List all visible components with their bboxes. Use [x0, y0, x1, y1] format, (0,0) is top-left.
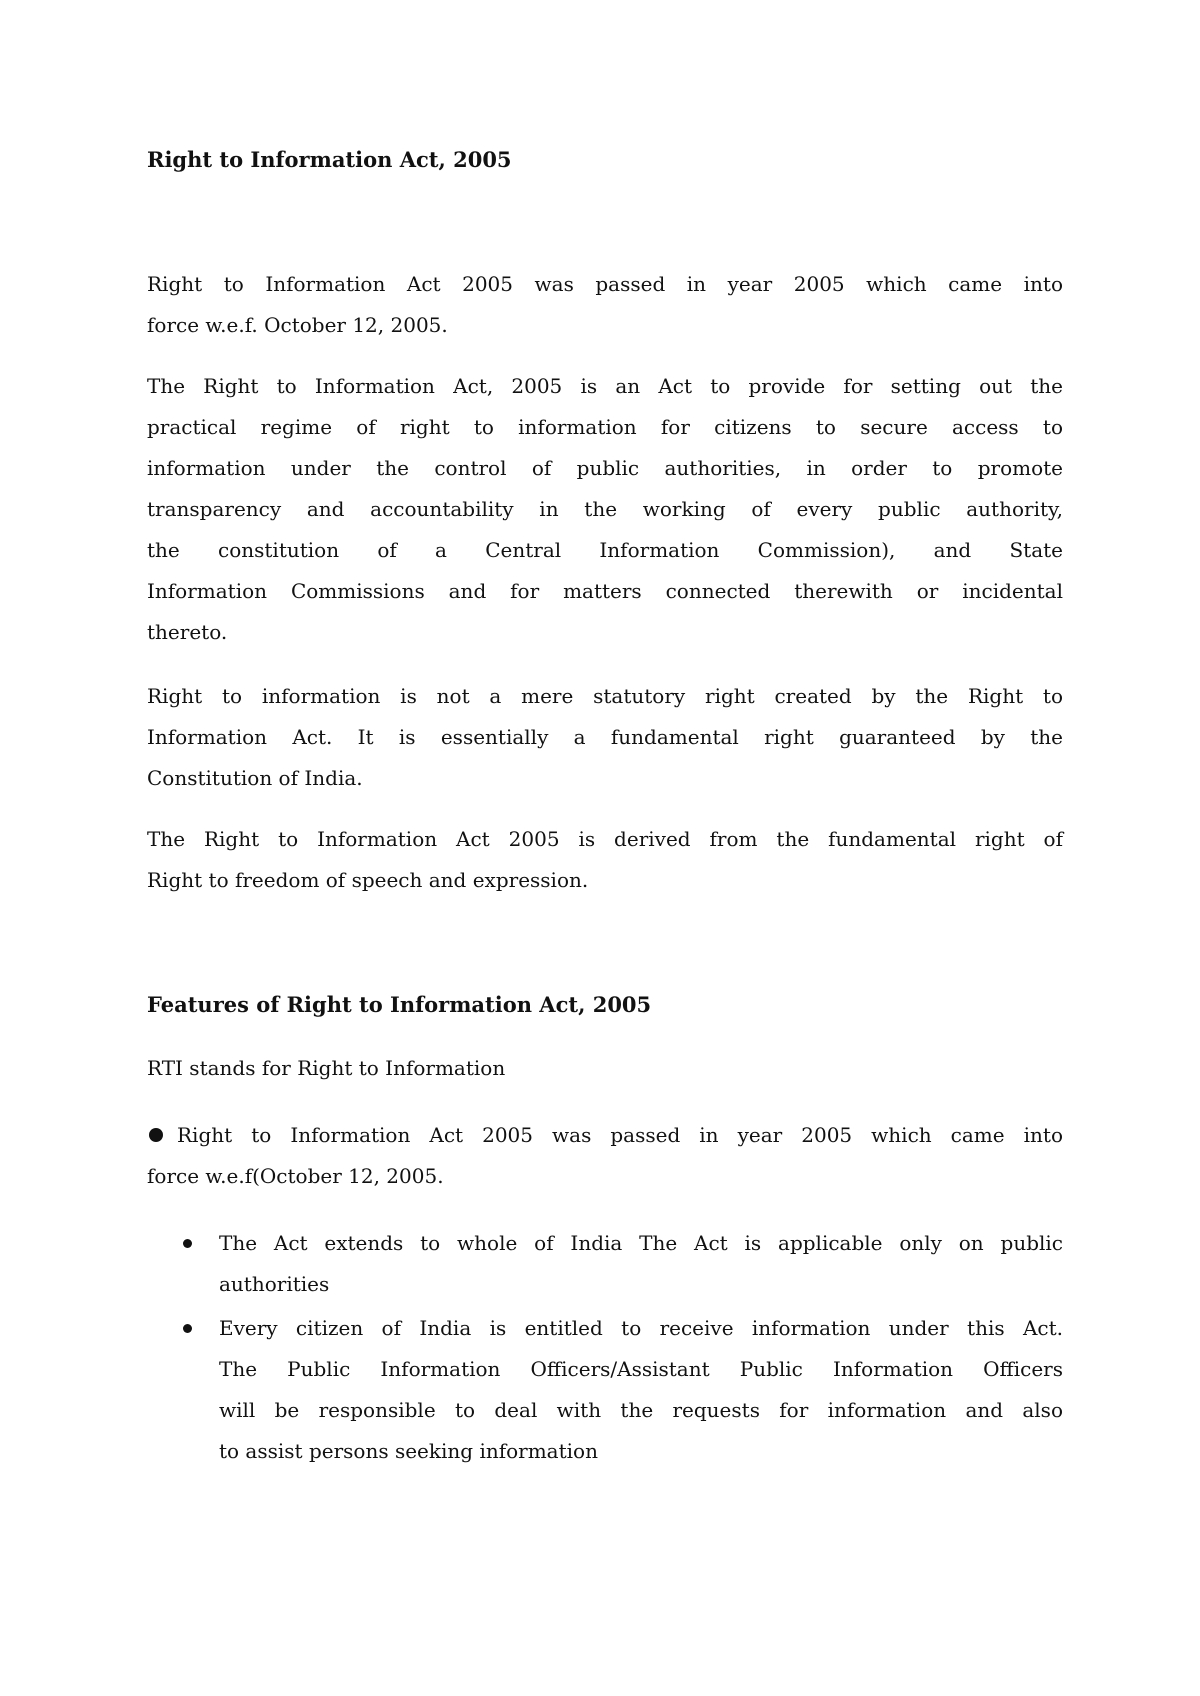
- text-line: the constitution of a Central Information Commission), and State: [147, 538, 1063, 562]
- text-line: thereto.: [147, 620, 228, 644]
- paragraph-4: [147, 819, 1063, 901]
- bullet-icon: [183, 1324, 192, 1333]
- text-line: information under the control of public authorities, in order to promote: [147, 456, 1063, 480]
- text-line: RTI stands for Right to Information: [147, 1056, 506, 1080]
- text-line: Information Commissions and for matters connected therewith or incidental: [147, 579, 1063, 603]
- heading-features: Features of Right to Information Act, 2005: [147, 992, 652, 1017]
- bullet-icon: [183, 1239, 192, 1248]
- paragraph-2: [147, 366, 1063, 653]
- bullet-main: [147, 1115, 1063, 1197]
- text-line: The Right to Information Act, 2005 is an Act to provide for setting out the: [147, 374, 1063, 398]
- heading-rti-act: Right to Information Act, 2005: [147, 147, 512, 172]
- text-line: will be responsible to deal with the requests for information and also: [219, 1398, 1063, 1422]
- text-line: Constitution of India.: [147, 766, 363, 790]
- list-item: [219, 1223, 1063, 1305]
- text-line: Right to Information Act 2005 was passed in year 2005 which came into: [147, 272, 1063, 296]
- text-line: transparency and accountability in the working of every public authority,: [147, 497, 1063, 521]
- text-line: The Act extends to whole of India The Act is applicable only on public: [219, 1231, 1063, 1255]
- paragraph-rti: [147, 1048, 1063, 1089]
- text-line: force w.e.f. October 12, 2005.: [147, 313, 448, 337]
- text-line: to assist persons seeking information: [219, 1439, 598, 1463]
- text-line: authorities: [219, 1272, 330, 1296]
- text-line: The Right to Information Act 2005 is derived from the fundamental right of: [147, 827, 1063, 851]
- paragraph-3: [147, 676, 1063, 799]
- text: Right to Information Act 2005 was passed in year 2005 which came into: [177, 1123, 1063, 1147]
- paragraph-1: [147, 264, 1063, 346]
- text-line: Every citizen of India is entitled to receive information under this Act.: [219, 1316, 1063, 1340]
- text-line: [147, 1115, 1063, 1156]
- text-line: practical regime of right to information for citizens to secure access to: [147, 415, 1063, 439]
- text-line: Information Act. It is essentially a fundamental right guaranteed by the: [147, 725, 1063, 749]
- text-line: force w.e.f(October 12, 2005.: [147, 1164, 444, 1188]
- text-line: Right to freedom of speech and expression.: [147, 868, 589, 892]
- text-line: Right to information is not a mere statutory right created by the Right to: [147, 684, 1063, 708]
- list-item: [219, 1308, 1063, 1472]
- text-line: The Public Information Officers/Assistant Public Information Officers: [219, 1357, 1063, 1381]
